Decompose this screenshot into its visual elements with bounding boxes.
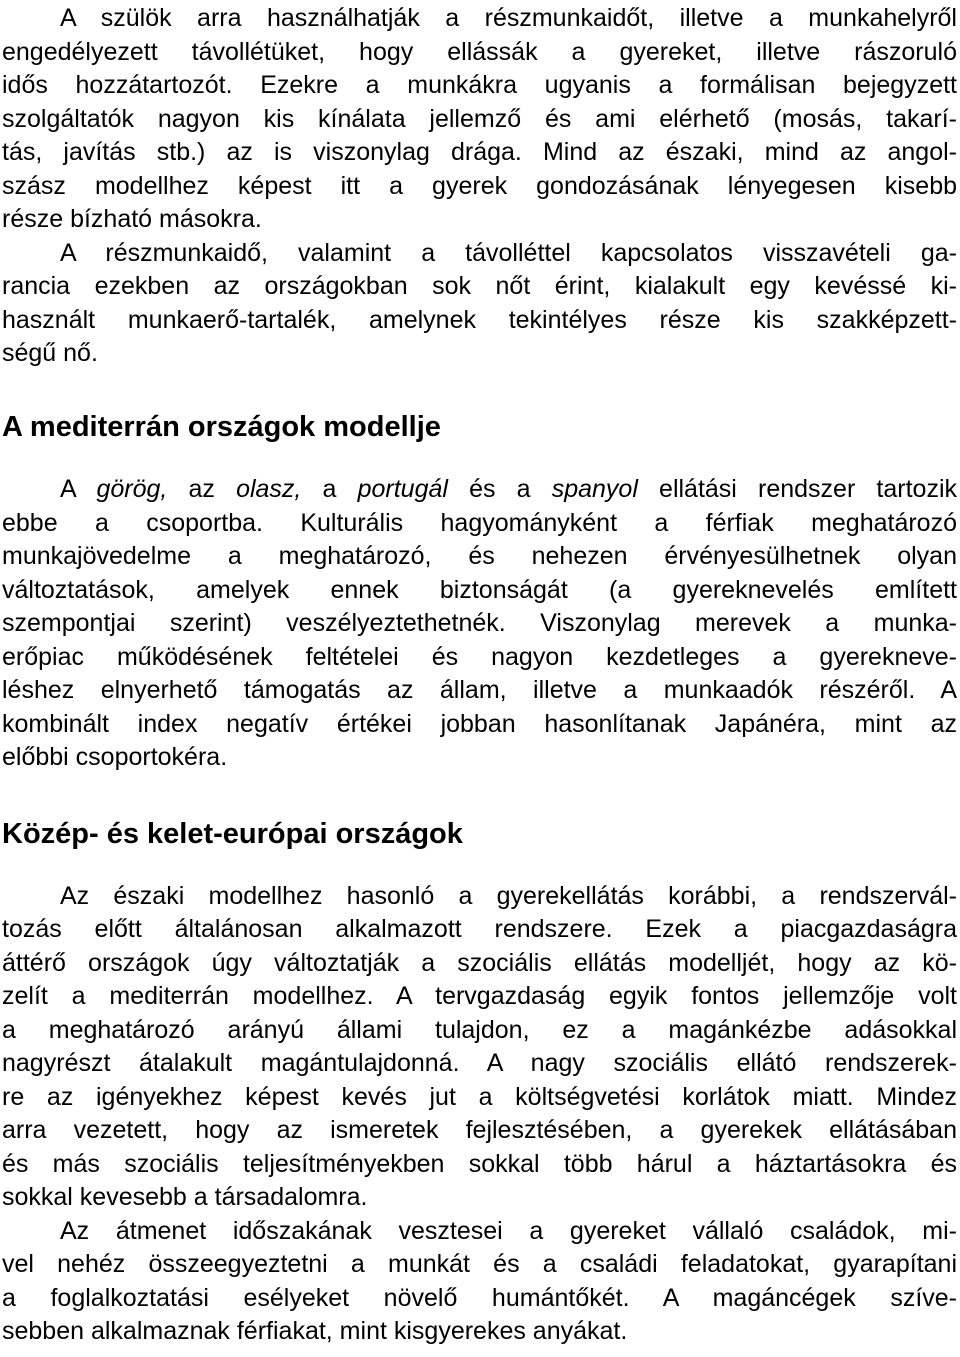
- text-run: az: [167, 475, 237, 503]
- text-line: a foglalkoztatási esélyeket növelő humántőkét. A magáncégek szíve-: [2, 1284, 957, 1312]
- text-line: használt munkaerő-tartalék, amelynek tekintélyes része kis szakképzett-: [2, 306, 957, 334]
- text-line: A részmunkaidő, valamint a távolléttel kapcsolatos visszavételi ga-: [60, 239, 957, 267]
- text-line: munkajövedelme a meghatározó, és nehezen érvényesülhetnek olyan: [2, 542, 957, 570]
- text-line: tozás előtt általánosan alkalmazott rendszere. Ezek a piacgazdaságra: [2, 915, 957, 943]
- italic-country: olasz,: [236, 475, 302, 503]
- text-line: része bízható másokra.: [2, 205, 262, 233]
- text-line: vel nehéz összeegyeztetni a munkát és a családi feladatokat, gyarapítani: [2, 1250, 957, 1278]
- text-line: arra vezetett, hogy az ismeretek fejlesztésében, a gyerekek ellátásában: [2, 1116, 957, 1144]
- text-line: [2, 473, 957, 505]
- text-line: és más szociális teljesítményekben sokkal több hárul a háztartásokra és: [2, 1150, 957, 1178]
- text-line: léshez elnyerhető támogatás az állam, illetve a munkaadók részéről. A: [2, 676, 957, 704]
- text-line: idős hozzátartozót. Ezekre a munkákra ugyanis a formálisan bejegyzett: [2, 71, 957, 99]
- text-line: ebbe a csoportba. Kulturális hagyományként a férfiak meghatározó: [2, 509, 957, 537]
- text-line: zelít a mediterrán modellhez. A tervgazdaság egyik fontos jellemzője volt: [2, 982, 957, 1010]
- text-run: ellátási rendszer tartozik: [637, 475, 958, 503]
- text-line: erőpiac működésének feltételei és nagyon kezdetleges a gyerekneve-: [2, 643, 957, 671]
- text-line: szolgáltatók nagyon kis kínálata jellemző és ami elérhető (mosás, takarí-: [2, 105, 957, 133]
- text-line: ségű nő.: [2, 339, 98, 367]
- text-run: és a: [447, 475, 552, 503]
- text-line: sokkal kevesebb a társadalomra.: [2, 1183, 368, 1211]
- italic-country: portugál: [357, 475, 448, 503]
- text-line: szász modellhez képest itt a gyerek gondozásának lényegesen kisebb: [2, 172, 957, 200]
- section-heading: A mediterrán országok modellje: [2, 411, 441, 443]
- text-line: változtatások, amelyek ennek biztonságát (a gyereknevelés említett: [2, 576, 957, 604]
- text-line: áttérő országok úgy változtatják a szociális ellátás modelljét, hogy az kö-: [2, 949, 957, 977]
- text-line: A szülök arra használhatják a részmunkaidőt, illetve a munkahelyről: [60, 4, 957, 32]
- text-line: Az északi modellhez hasonló a gyerekellátás korábbi, a rendszervál-: [60, 882, 957, 910]
- text-run: a: [301, 475, 358, 503]
- text-line: kombinált index negatív értékei jobban hasonlítanak Japánéra, mint az: [2, 710, 957, 738]
- text-line: előbbi csoportokéra.: [2, 743, 228, 771]
- text-line: sebben alkalmaznak férfiakat, mint kisgyerekes anyákat.: [2, 1317, 628, 1345]
- text-line: szempontjai szerint) veszélyeztethetnék. Viszonylag merevek a munka-: [2, 609, 957, 637]
- italic-country: görög,: [96, 475, 168, 503]
- text-line: Az átmenet időszakának vesztesei a gyereket vállaló családok, mi-: [60, 1217, 957, 1245]
- text-run: A: [60, 475, 97, 503]
- text-line: a meghatározó arányú állami tulajdon, ez a magánkézbe adásokkal: [2, 1016, 957, 1044]
- text-line: nagyrészt átalakult magántulajdonná. A nagy szociális ellátó rendszerek-: [2, 1049, 957, 1077]
- section-heading: Közép- és kelet-európai országok: [2, 818, 463, 850]
- text-line: re az igényekhez képest kevés jut a költségvetési korlátok miatt. Mindez: [2, 1083, 957, 1111]
- italic-country: spanyol: [551, 475, 638, 503]
- text-line: engedélyezett távollétüket, hogy ellássák a gyereket, illetve rászoruló: [2, 38, 957, 66]
- text-line: rancia ezekben az országokban sok nőt érint, kialakult egy kevéssé ki-: [2, 272, 957, 300]
- text-line: tás, javítás stb.) az is viszonylag drága. Mind az északi, mind az angol-: [2, 138, 957, 166]
